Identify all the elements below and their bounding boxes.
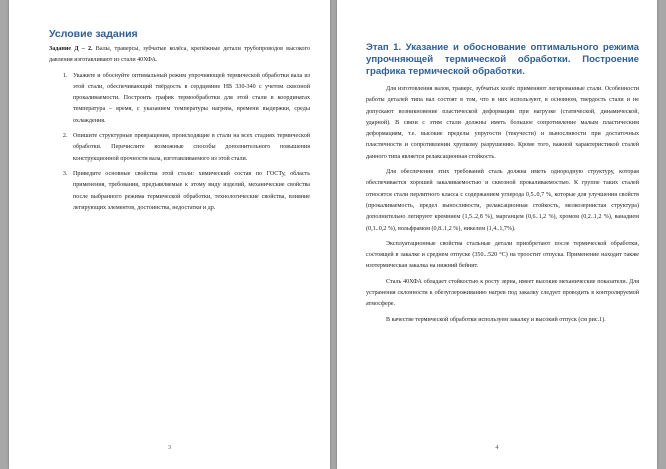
page-number: 4 [495,444,499,451]
section-heading: Условие задания [49,28,138,40]
task-item-2: 2. Опишите структурные превращения, происходящие в стали на всех стадиях термической обработки. Перечислите возможные способы дополнительного повышения конструкционной прочности вала, изготавливаемого из этой стали. [69,131,310,165]
task-item-1: 1. Укажите и обоснуйте оптимальный режим упрочняющей термической обработки вала из этой стали, обеспечивающий твёрдость в сердцевине НВ 330-340 с учетом сквозной прокаливаемости. Построить график термообработки для этой стали в координатах температура – время, с указанием температуры нагрева, времени выдержки, среды охлаждения. [69,71,310,127]
paragraph-1: Для изготовления валов, траверс, зубчатых колёс применяют легированные стали. Особенности работы деталей типа вал состоят в том, что в них используют, в основном, твердость стали и не допускают возникновение пластической деформации при нагрузке (статической, динамической, ударной). В связи с этим стали должны иметь большое сопротивление малым пластическим деформациям, т.е. высокие пределы упругости (текучести) и выносливости при достаточных пластичности и сопротивлении хрупкому разрушению. Кроме того, важной характеристикой сталей данного типа является релаксационная стойкость. [366,86,639,160]
task-text: Валы, траверсы, зубчатые колёса, крепёжные детали трубопроводов высокого давления изготавливают из стали 40ХФА. [49,46,311,64]
document-page-left [9,0,330,469]
paragraph-3: Эксплуатационные свойства стальные детали приобретают после термической обработки, состоящей в закалке и среднем отпуске (350...520 °С) на троостит отпуска. Применение находит также изотермическая закалка на нижний бейнит. [366,240,639,270]
task-list [49,71,310,215]
stage-heading: Этап 1. Указание и обоснование оптимального режима упрочняющей термической обработки. Построение графика термической обработки. [366,42,639,77]
page-number: 3 [167,444,172,451]
document-page-right [337,0,657,469]
task-statement [49,44,310,67]
paragraph-4: Сталь 40ХФА обладает стойкостью к росту зерна, имеет высокие механические показатели. Для устранения склонности к обезуглероживанию нагрев под закалку следует проводить в контролируемой атмосфере. [366,278,639,308]
paragraph-2: Для обеспечения этих требований сталь должна иметь однородную структуру, которая обеспечивается хорошей закаливаемостью и сквозной прокаливаемостью. К группе таких сталей относятся стали перлитного класса с содержанием углерода 0,5..0,7 %, которые для улучшения свойств (прокаливаемость, предел выносливости, релаксационная стойкость, мелкозернистая структура) дополнительно легируют кремнием (1,5..2,8 %), марганцем (0,6..1,2 %), хромом (0,2..1,2 %), ванадием (0,1..0,2 %), вольфрамом (0,8..1,2 %), никелем (1,4..1,7%). [366,169,639,232]
paragraph-5: В качестве термической обработки используем закалку и высокий отпуск (см рис.1). [386,316,606,323]
task-item-3: 3. Приведите основные свойства этой стали: химический состав по ГОСТу, область применения, требования, предъявляемые к этому виду изделий, механические свойства после выбранного режима термической обработки, технологические свойства, влияние легирующих элементов, достоинства, недостатки и др. [69,169,310,214]
task-label: Задание Д – 2. [49,46,93,52]
